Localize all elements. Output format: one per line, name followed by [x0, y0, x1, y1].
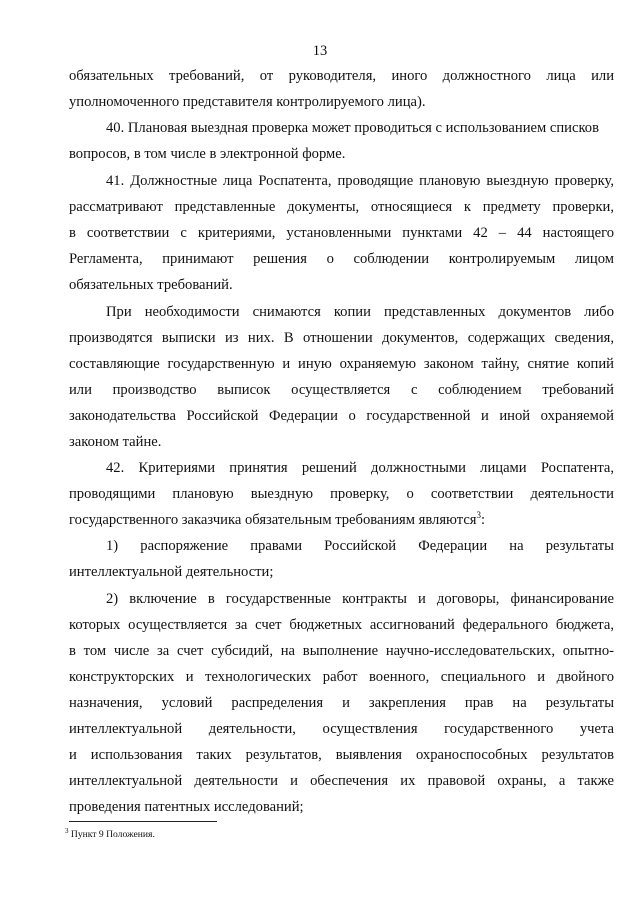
- text-line: При необходимости снимаются копии представленных документов либо: [106, 304, 614, 320]
- text-line: составляющие государственную и иную охраняемую законом тайну, снятие копий: [69, 356, 614, 372]
- text-line: производятся выписки из них. В отношении документов, содержащих сведения,: [69, 330, 614, 346]
- text-line: обязательных требований.: [69, 277, 233, 293]
- text-line: 41. Должностные лица Роспатента, проводящие плановую выездную проверку,: [106, 173, 614, 189]
- text-line: интеллектуальной деятельности и обеспечения их правовой охраны, а также: [69, 773, 614, 789]
- text-line: уполномоченного представителя контролируемого лица).: [69, 94, 426, 110]
- text-line: законом тайне.: [69, 434, 162, 450]
- footnote: [65, 826, 155, 841]
- text-line: или производство выписок осуществляется с соблюдением требований: [69, 382, 614, 398]
- text-line: 1) распоряжение правами Российской Федерации на результаты: [106, 538, 614, 554]
- text-line: конструкторских и технологических работ военного, специального и двойного: [69, 669, 614, 685]
- text-line: в том числе за счет субсидий, на выполнение научно-исследовательских, опытно-: [69, 643, 614, 659]
- footnote-text: Пункт 9 Положения.: [70, 829, 155, 840]
- text-line: в соответствии с критериями, установленными пунктами 42 – 44 настоящего: [69, 225, 614, 241]
- text-line: проведения патентных исследований;: [69, 799, 304, 815]
- text-line: рассматривают представленные документы, относящиеся к предмету проверки,: [69, 199, 614, 215]
- text-line: 42. Критериями принятия решений должностными лицами Роспатента,: [106, 460, 614, 476]
- text-line-content: государственного заказчика обязательным требованиям являются: [69, 512, 477, 528]
- footnote-reference: 3: [476, 510, 482, 521]
- text-line: законодательства Российской Федерации о государственной и иной охраняемой: [69, 408, 614, 424]
- text-line: 40. Плановая выездная проверка может проводиться с использованием списков: [106, 120, 599, 136]
- footnote-separator: [69, 821, 217, 822]
- text-line: которых осуществляется за счет бюджетных ассигнований федерального бюджета,: [69, 617, 614, 633]
- text-line: [69, 511, 485, 529]
- page-number: 13: [312, 43, 328, 59]
- text-line-end: :: [481, 512, 486, 528]
- footnote-number: 3: [65, 826, 69, 835]
- text-line: и использования таких результатов, выявления охраноспособных результатов: [69, 747, 614, 763]
- text-line: вопросов, в том числе в электронной форме.: [69, 146, 346, 162]
- text-line: интеллектуальной деятельности, осуществления государственного учета: [69, 721, 614, 737]
- text-line: обязательных требований, от руководителя, иного должностного лица или: [69, 68, 614, 84]
- text-line: назначения, условий распределения и закрепления прав на результаты: [69, 695, 614, 711]
- text-line: проводящими плановую выездную проверку, о соответствии деятельности: [69, 486, 614, 502]
- text-line: интеллектуальной деятельности;: [69, 564, 274, 580]
- text-line: Регламента, принимают решения о соблюдении контролируемым лицом: [69, 251, 614, 267]
- text-line: 2) включение в государственные контракты и договоры, финансирование: [106, 591, 614, 607]
